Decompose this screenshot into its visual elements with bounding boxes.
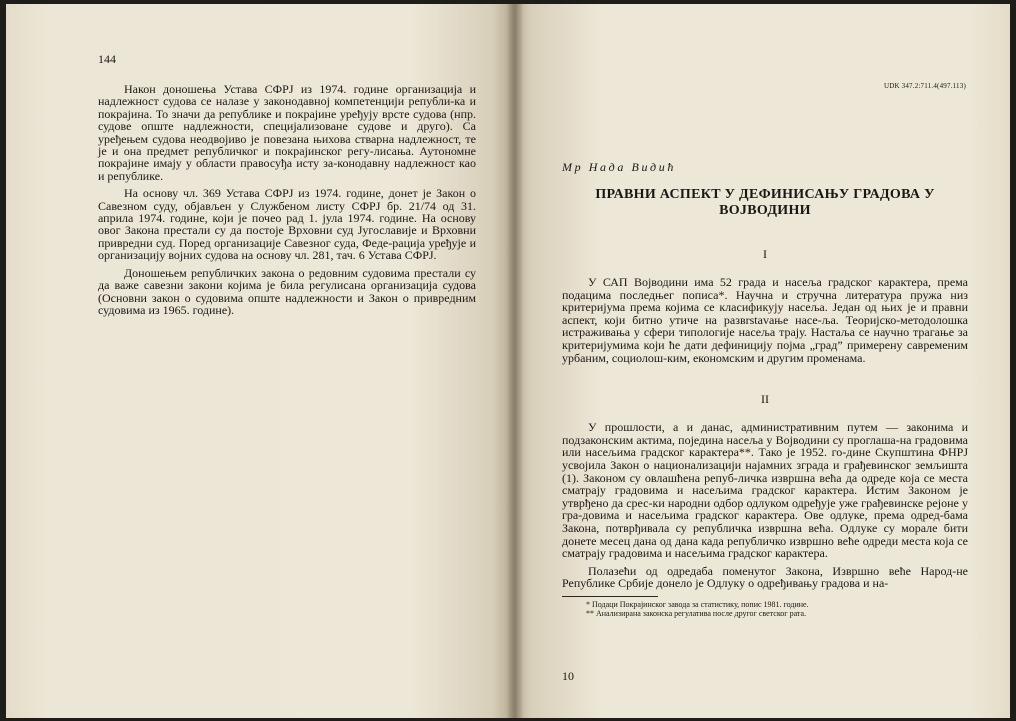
footnote-divider	[562, 596, 658, 597]
left-paragraph-2: На основу чл. 369 Устава СФРЈ из 1974. године, донет је Закон о Савезном суду, објављен у Службеном листу СФРЈ бр. 21/74 од 31. априла 1974. године, који је почео рад 1. јула 1974. године. На основу овог Закона престали су да постоје Врховни суд Југославије и Врховни привредни суд. Поред организације Савезног суда, Феде-рација уређује и организацију војних судова на основу чл. 281, тач. 6 Устава СФРЈ.	[98, 186, 476, 263]
book-spread	[6, 4, 1010, 718]
section-2-paragraph-2: Полазећи од одредаба поменутог Закона, Извршно веће Народ-не Републике Србије донело је Одлуку о одређивању градова и на-	[562, 563, 968, 591]
right-page	[512, 4, 1010, 718]
left-page	[6, 4, 512, 718]
section-heading-1: I	[763, 247, 767, 261]
section-1-paragraph: У САП Војводини има 52 града и насеља градског карактера, према подацима последњег пописа*. Научна и стручна литература пружа низ критеријума према којима се класификују насеља. Један од њих је и правни аспект, који битно утиче на развrstavање насе-ља. Теоријско-методолошка истраживања у сфери типологије насеља трају. Настаља се научно трагање за критеријумима који ће дати дефиницију појма „град” примерену савременим урбаним, социолош-ким, економским и другим променама.	[562, 275, 968, 365]
right-page-number: 10	[562, 669, 574, 683]
footnote-2: ** Анализирана законска регулатива после другог светског рата.	[586, 609, 807, 619]
left-page-number: 144	[98, 52, 116, 66]
left-paragraph-1: Након доношења Устава СФРЈ из 1974. године организација и надлежност судова се налазе у законодавној компетенцији републи-ка и покрајина. То значи да републике и покрајине уређују врсте судова (нпр. судове опште надлежности, специјализоване судове и друго). Са уређењем судова неодвојиво је повезана њихова стварна надлежност, те је и она предмет републичког и покрајинског регу-лисања. Аутономне покрајине имају у области правосуђа исту за-конодавну надлежност као и републике.	[98, 82, 476, 183]
article-author: Мр Нада Видић	[562, 160, 676, 174]
article-title: ПРАВНИ АСПЕКТ У ДЕФИНИСАЊУ ГРАДОВА У ВОЈВОДИНИ	[595, 187, 935, 218]
section-heading-2: II	[761, 392, 769, 407]
section-2-paragraph-1: У прошлости, а и данас, административним путем — законима и подзаконским актима, поједина насеља у Војводини су проглаша-на градовима или насељима градског карактера**. Тако је 1952. го-дине Скупштина ФНРЈ усвојила Закон о национализацији најамних зграда и грађевинског земљишта (1). Законом су овлашћена репуб-личка извршна већа да одреде која се места сматрају градовима и насељима градског карактера. Истим Законом је утврђено да срес-ки народни одбор одлуком одређује уже грађевинске рејоне у гра-довима и насељима градског карактера. Ове одлуке, према одред-бама Закона, потврђивала су републичка извршна већа. Одлуке су морале бити донете месец дана од дана када републичко извршно веће одреди места која се сматрају градовима и насељима градског карактера.	[562, 420, 968, 561]
udk-code: UDK 347.2:711.4(497.113)	[883, 82, 966, 90]
left-paragraph-3: Доношењем републичких закона о редовним судовима престали су да важе савезни закони којима је била регулисана организација судова (Основни закон о судовима опште надлежности и Закон о привредним судовима из 1965. године).	[98, 265, 476, 317]
footnote-1: * Подаци Покрајинског завода за статистику, попис 1981. године.	[586, 599, 809, 609]
